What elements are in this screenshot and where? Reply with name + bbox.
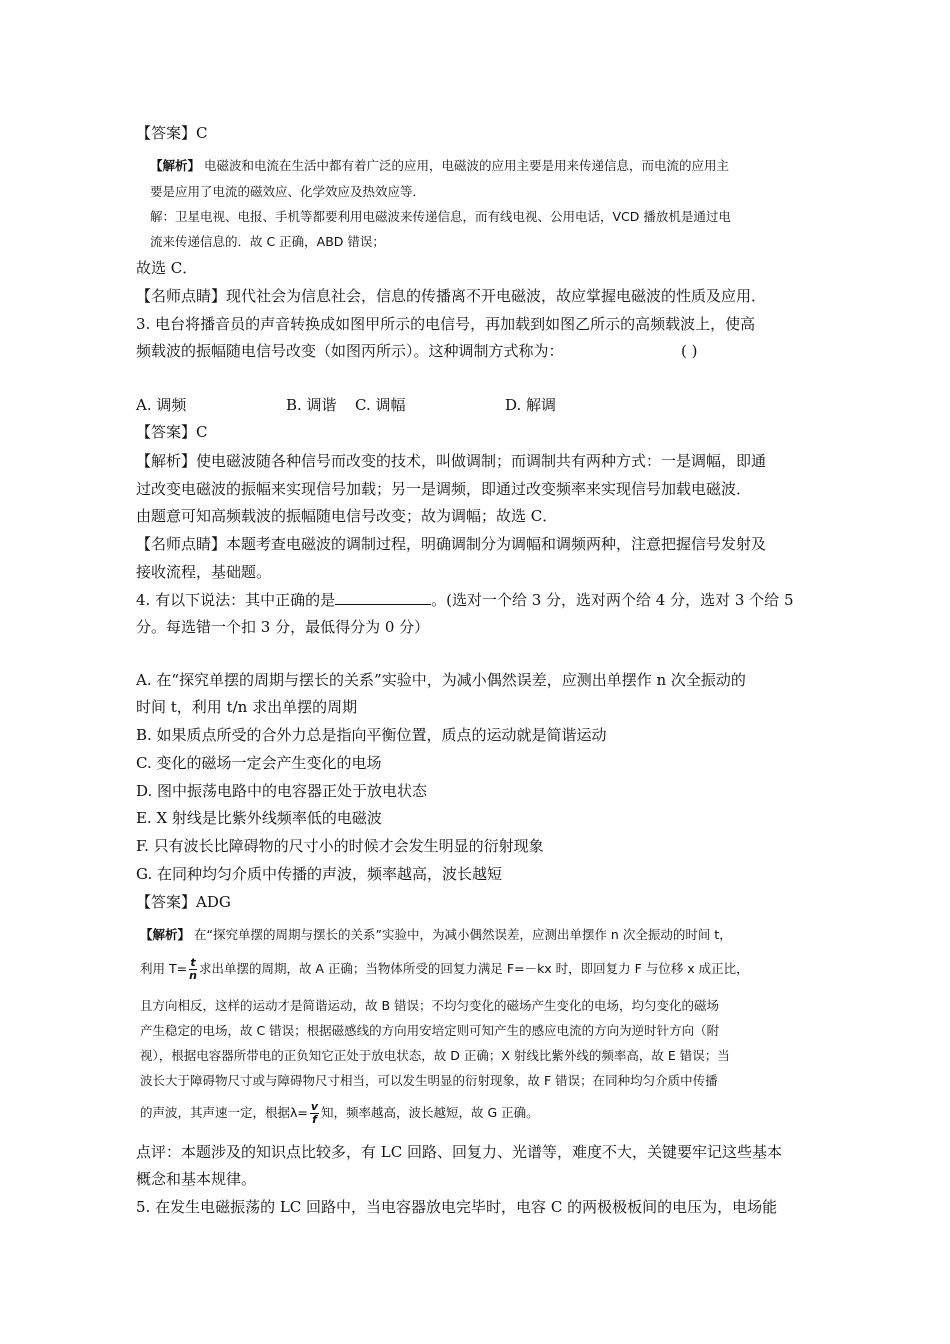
q4-option-c: C. 变化的磁场一定会产生变化的电场	[136, 754, 382, 772]
period-fraction-numerator: t	[190, 956, 196, 969]
q3-analysis-line-1: 【解析】使电磁波随各种信号而改变的技术，叫做调制；而调制共有两种方式：一是调幅，即通	[136, 452, 767, 470]
q4-stem-line-2: 分。每选错一个扣 3 分，最低得分为 0 分）	[136, 618, 430, 636]
q4-stem-text-a: 4. 有以下说法：其中正确的是	[136, 591, 336, 609]
q4-option-f: F. 只有波长比障碍物的尺寸小的时候才会发生明显的衍射现象	[136, 837, 544, 855]
q2-analysis-line-1	[150, 156, 729, 176]
q3-option-d: D. 解调	[505, 396, 557, 414]
q4-stem-line-1	[136, 590, 794, 610]
q4-analysis-text-7a: 的声波，其声速一定，根据λ=	[140, 1105, 308, 1120]
q4-answer: 【答案】ADG	[136, 893, 231, 911]
q3-option-a: A. 调频	[136, 396, 187, 414]
q2-teacher-tip: 【名师点睛】现代社会为信息社会，信息的传播离不开电磁波，故应掌握电磁波的性质及应用．	[136, 287, 767, 305]
wavelength-fraction-numerator: v	[310, 1100, 319, 1113]
q4-analysis-tag: 【解析】	[140, 927, 191, 942]
q4-analysis-line-1	[140, 925, 732, 945]
q2-analysis-tag: 【解析】	[150, 158, 201, 173]
q3-teacher-tip-line-2: 接收流程，基础题。	[136, 563, 272, 581]
q3-stem-line-2	[136, 341, 698, 361]
q2-analysis-line-3: 解：卫星电视、电报、手机等都要利用电磁波来传递信息，而有线电视、公用电话，VCD 播放机是通过电	[150, 209, 731, 224]
q4-comment-line-2: 概念和基本规律。	[136, 1170, 257, 1188]
q2-conclusion: 故选 C．	[136, 259, 198, 277]
q3-analysis-line-3: 由题意可知高频载波的振幅随电信号改变；故为调幅；故选 C．	[136, 507, 558, 525]
q2-analysis-line-4: 流来传递信息的．故 C 正确，ABD 错误；	[150, 234, 385, 249]
q3-answer-paren: ( )	[681, 342, 698, 360]
q4-option-e: E. X 射线是比紫外线频率低的电磁波	[136, 809, 382, 827]
q4-option-g: G. 在同种均匀介质中传播的声波，频率越高，波长越短	[136, 865, 502, 883]
q4-analysis-line-3: 且方向相反，这样的运动才是简谐运动，故 B 错误；不均匀变化的磁场产生变化的电场，均匀变化的磁场	[140, 998, 720, 1013]
q4-stem-text-b: 。(选对一个给 3 分，选对两个给 4 分，选对 3 个给 5	[431, 591, 794, 609]
q3-teacher-tip-line-1: 【名师点睛】本题考查电磁波的调制过程，明确调制分为调幅和调频两种，注意把握信号发射及	[136, 535, 767, 553]
q4-analysis-text-7b: 知，频率越高，波长越短，故 G 正确。	[321, 1105, 539, 1120]
q4-analysis-line-4: 产生稳定的电场，故 C 错误；根据磁感线的方向用安培定则可知产生的感应电流的方向为逆时针方向（附	[140, 1023, 720, 1038]
q2-analysis-text-1: 电磁波和电流在生活中都有着广泛的应用，电磁波的应用主要是用来传递信息，而电流的应用主	[204, 158, 730, 173]
q4-option-d: D. 图中振荡电路中的电容器正处于放电状态	[136, 782, 428, 800]
q4-analysis-line-2	[140, 957, 749, 982]
q3-stem-line-1: 3. 电台将播音员的声音转换成如图甲所示的电信号，再加载到如图乙所示的高频载波上，使高	[136, 315, 756, 333]
q4-analysis-line-7	[140, 1101, 539, 1126]
q4-analysis-text-2b: 求出单摆的周期，故 A 正确；当物体所受的回复力满足 F=－kx 时，即回复力 F 与位移 x 成正比，	[198, 961, 749, 976]
period-fraction	[189, 957, 197, 982]
q4-option-a-line-2: 时间 t，利用 t/n 求出单摆的周期	[136, 698, 358, 716]
q3-analysis-line-2: 过改变电磁波的振幅来实现信号加载；另一是调频，即通过改变频率来实现信号加载电磁波．	[136, 480, 752, 498]
q4-option-a-line-1: A. 在“探究单摆的周期与摆长的关系”实验中，为减小偶然误差，应测出单摆作 n 次全振动的	[136, 671, 746, 689]
q3-option-c: C. 调幅	[355, 396, 406, 414]
q3-option-b: B. 调谐	[286, 396, 337, 414]
q3-stem-text: 频载波的振幅随电信号改变（如图丙所示）。这种调制方式称为：	[136, 342, 564, 360]
q4-analysis-line-5: 视），根据电容器所带电的正负知它正处于放电状态，故 D 正确；X 射线比紫外线的频率高，故 E 错误；当	[140, 1048, 730, 1063]
q2-answer: 【答案】C	[136, 124, 208, 142]
q4-answer-blank	[335, 590, 431, 605]
q4-option-b: B. 如果质点所受的合外力总是指向平衡位置，质点的运动就是简谐运动	[136, 726, 607, 744]
wavelength-fraction-denominator: f	[312, 1113, 317, 1126]
q4-analysis-text-1: 在“探究单摆的周期与摆长的关系”实验中，为减小偶然误差，应测出单摆作 n 次全振动的时间 t，	[194, 927, 732, 942]
wavelength-fraction	[310, 1101, 319, 1126]
period-fraction-denominator: n	[189, 969, 197, 982]
q4-comment-line-1: 点评：本题涉及的知识点比较多，有 LC 回路、回复力、光谱等，难度不大，关键要牢记这些基本	[136, 1143, 782, 1161]
q3-answer: 【答案】C	[136, 423, 208, 441]
q4-analysis-text-2a: 利用 T=	[140, 961, 188, 976]
q4-analysis-line-6: 波长大于障碍物尺寸或与障碍物尺寸相当，可以发生明显的衍射现象，故 F 错误；在同种均匀介质中传播	[140, 1073, 718, 1088]
q5-stem-line-1: 5. 在发生电磁振荡的 LC 回路中，当电容器放电完毕时，电容 C 的两极极板间的电压为，电场能	[136, 1198, 778, 1216]
q2-analysis-line-2: 要是应用了电流的磁效应、化学效应及热效应等．	[150, 184, 426, 199]
